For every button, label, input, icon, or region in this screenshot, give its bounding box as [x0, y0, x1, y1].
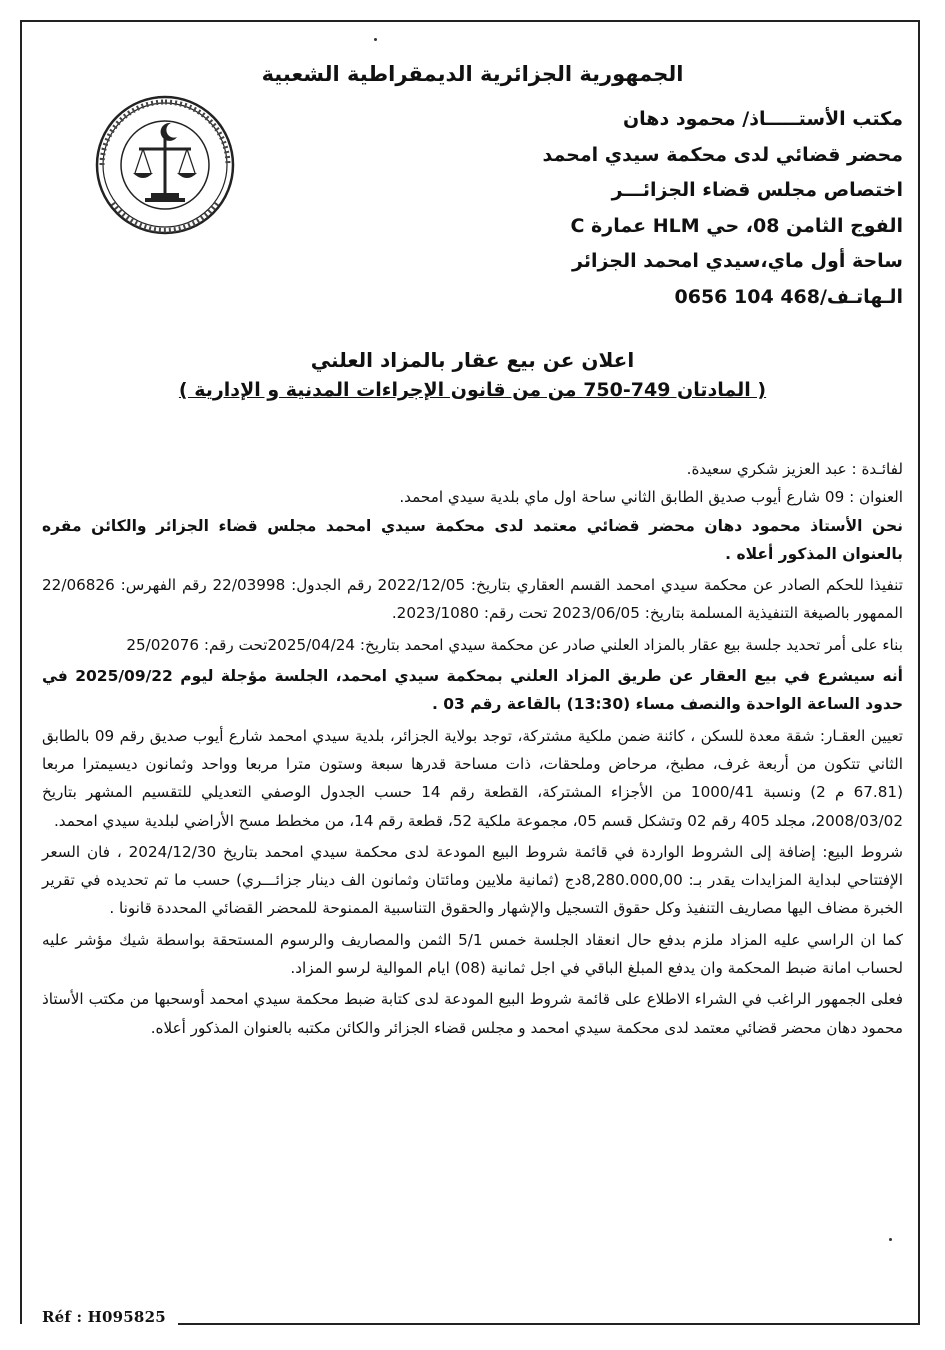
office-line-address1: الفوج الثامن 08، حي HLM عمارة C: [570, 214, 903, 237]
office-line-jurisdiction: اختصاص مجلس قضاء الجزائـــر: [611, 179, 903, 201]
announcement-body: [42, 455, 903, 1042]
order-paragraph: بناء على أمر تحديد جلسة بيع عقار بالمزاد العلني صادر عن محكمة سيدي امحمد بتاريخ: 2025/04/24تحت رقم: 25/02076: [126, 635, 903, 654]
sale-notice-paragraph: أنه سيشرع في بيع العقار عن طريق المزاد العلني بمحكمة سيدي امحمد، الجلسة مؤجلة ليوم 2025/09/22 في حدود الساعة الواحدة والنصف مساء (13:30) بالقاعة رقم 03 .: [42, 667, 903, 714]
announcement-title: [120, 345, 825, 405]
beneficiary-line: لفائـدة : عبد العزيز شكري سعيدة.: [686, 460, 903, 478]
execution-paragraph: تنفيذا للحكم الصادر عن محكمة سيدي امحمد القسم العقاري بتاريخ: 2022/12/05 رقم الجدول: 22/03998 رقم الفهرس: 22/06826 الممهور بالصيغة التنفيذية المسلمة بتاريخ: 2023/06/05 تحت رقم: 2023/1080.: [42, 576, 903, 623]
reference-number: Réf : H095825: [42, 1308, 166, 1326]
office-line-name: مكتب الأستـــــاذ/ محمود دهان: [622, 108, 903, 130]
office-block: [542, 102, 903, 315]
public-paragraph: فعلى الجمهور الراغب في الشراء الاطلاع على قائمة شروط البيع المودعة لدى كتابة ضبط محكمة سيدي امحمد أوسحبها من مكتب الأستاذ محمود دهان محضر قضائي معتمد لدى محكمة سيدي امحمد و مجلس قضاء الجزائر والكائن مكتبه بالعنوان المذكور أعلاه.: [42, 990, 903, 1037]
title-main: اعلان عن بيع عقار بالمزاد العلني: [310, 348, 635, 372]
scales-of-justice-seal-icon: [93, 93, 238, 238]
conditions-paragraph: شروط البيع: إضافة إلى الشروط الواردة في قائمة شروط البيع المودعة لدى محكمة سيدي امحمد بتاريخ 2024/12/30 ، فان السعر الإفتتاحي لبداية المزايدات يقدر بـ: 8,280.000,00دج (ثمانية ملايين ومائتان وثمانون الف دينار جزائـــري) حسب ما تم تحديده في تقرير الخبرة مضاف اليها مصاريف التنفيذ وكل حقوق التسجيل والإشهار والحقوق التناسبية الممنوحة للمحضر القضائي المحددة قانونا .: [42, 842, 903, 918]
speck: [374, 38, 377, 41]
office-line-address2: ساحة أول ماي،سيدي امحمد الجزائر: [572, 250, 903, 272]
payment-paragraph: كما ان الراسي عليه المزاد ملزم بدفع حال انعقاد الجلسة خمس 5/1 الثمن والمصاريف والرسوم المستحقة بواسطة شيك مؤشر عليه لحساب امانة ضبط المحكمة وان يدفع المبلغ الباقي في اجل ثمانية (08) ايام الموالية لرسو المزاد.: [42, 930, 903, 978]
bottom-rule: [178, 1323, 920, 1325]
intro-paragraph: نحن الأستاذ محمود دهان محضر قضائي معتمد لدى محكمة سيدي امحمد مجلس قضاء الجزائر والكائن مقره بالعنوان المذكور أعلاه .: [42, 516, 903, 563]
republic-heading: الجمهورية الجزائرية الديمقراطية الشعبية: [261, 62, 684, 86]
speck: [889, 1238, 892, 1241]
office-line-role: محضر قضائي لدى محكمة سيدي امحمد: [542, 143, 903, 166]
office-line-phone: الـهاتـف/468 104 0656: [674, 285, 903, 308]
address-line: العنوان : 09 شارع أيوب صديق الطابق الثاني ساحة اول ماي بلدية سيدي امحمد.: [399, 488, 903, 507]
title-legal-reference: ( المادتان 749-750 من من قانون الإجراءات المدنية و الإدارية ): [178, 379, 767, 401]
property-paragraph: تعيين العقـار: شقة معدة للسكن ، كائنة ضمن ملكية مشتركة، توجد بولاية الجزائر، بلدية سيدي امحمد شارع أيوب صديق رقم 09 بالطابق الثاني تتكون من أربعة غرف، مطبخ، مرحاض وملحقات، ذات مساحة قدرها سبعة وستون مترا مربعا وواحد وثمانون ديسيمترا مربعا (67.81 م 2) ونسبة 1000/41 من الأجزاء المشتركة، القطعة رقم 14 حسب الجدول الوصفي التعديلي للتقسيم المشهر بتاريخ 2008/03/02، مجلد 405 رقم 02 وتشكل قسم 05، مجموعة ملكية 52، قطعة رقم 14، من مخطط مسح الأراضي لبلدية سيدي امحمد.: [42, 726, 904, 830]
